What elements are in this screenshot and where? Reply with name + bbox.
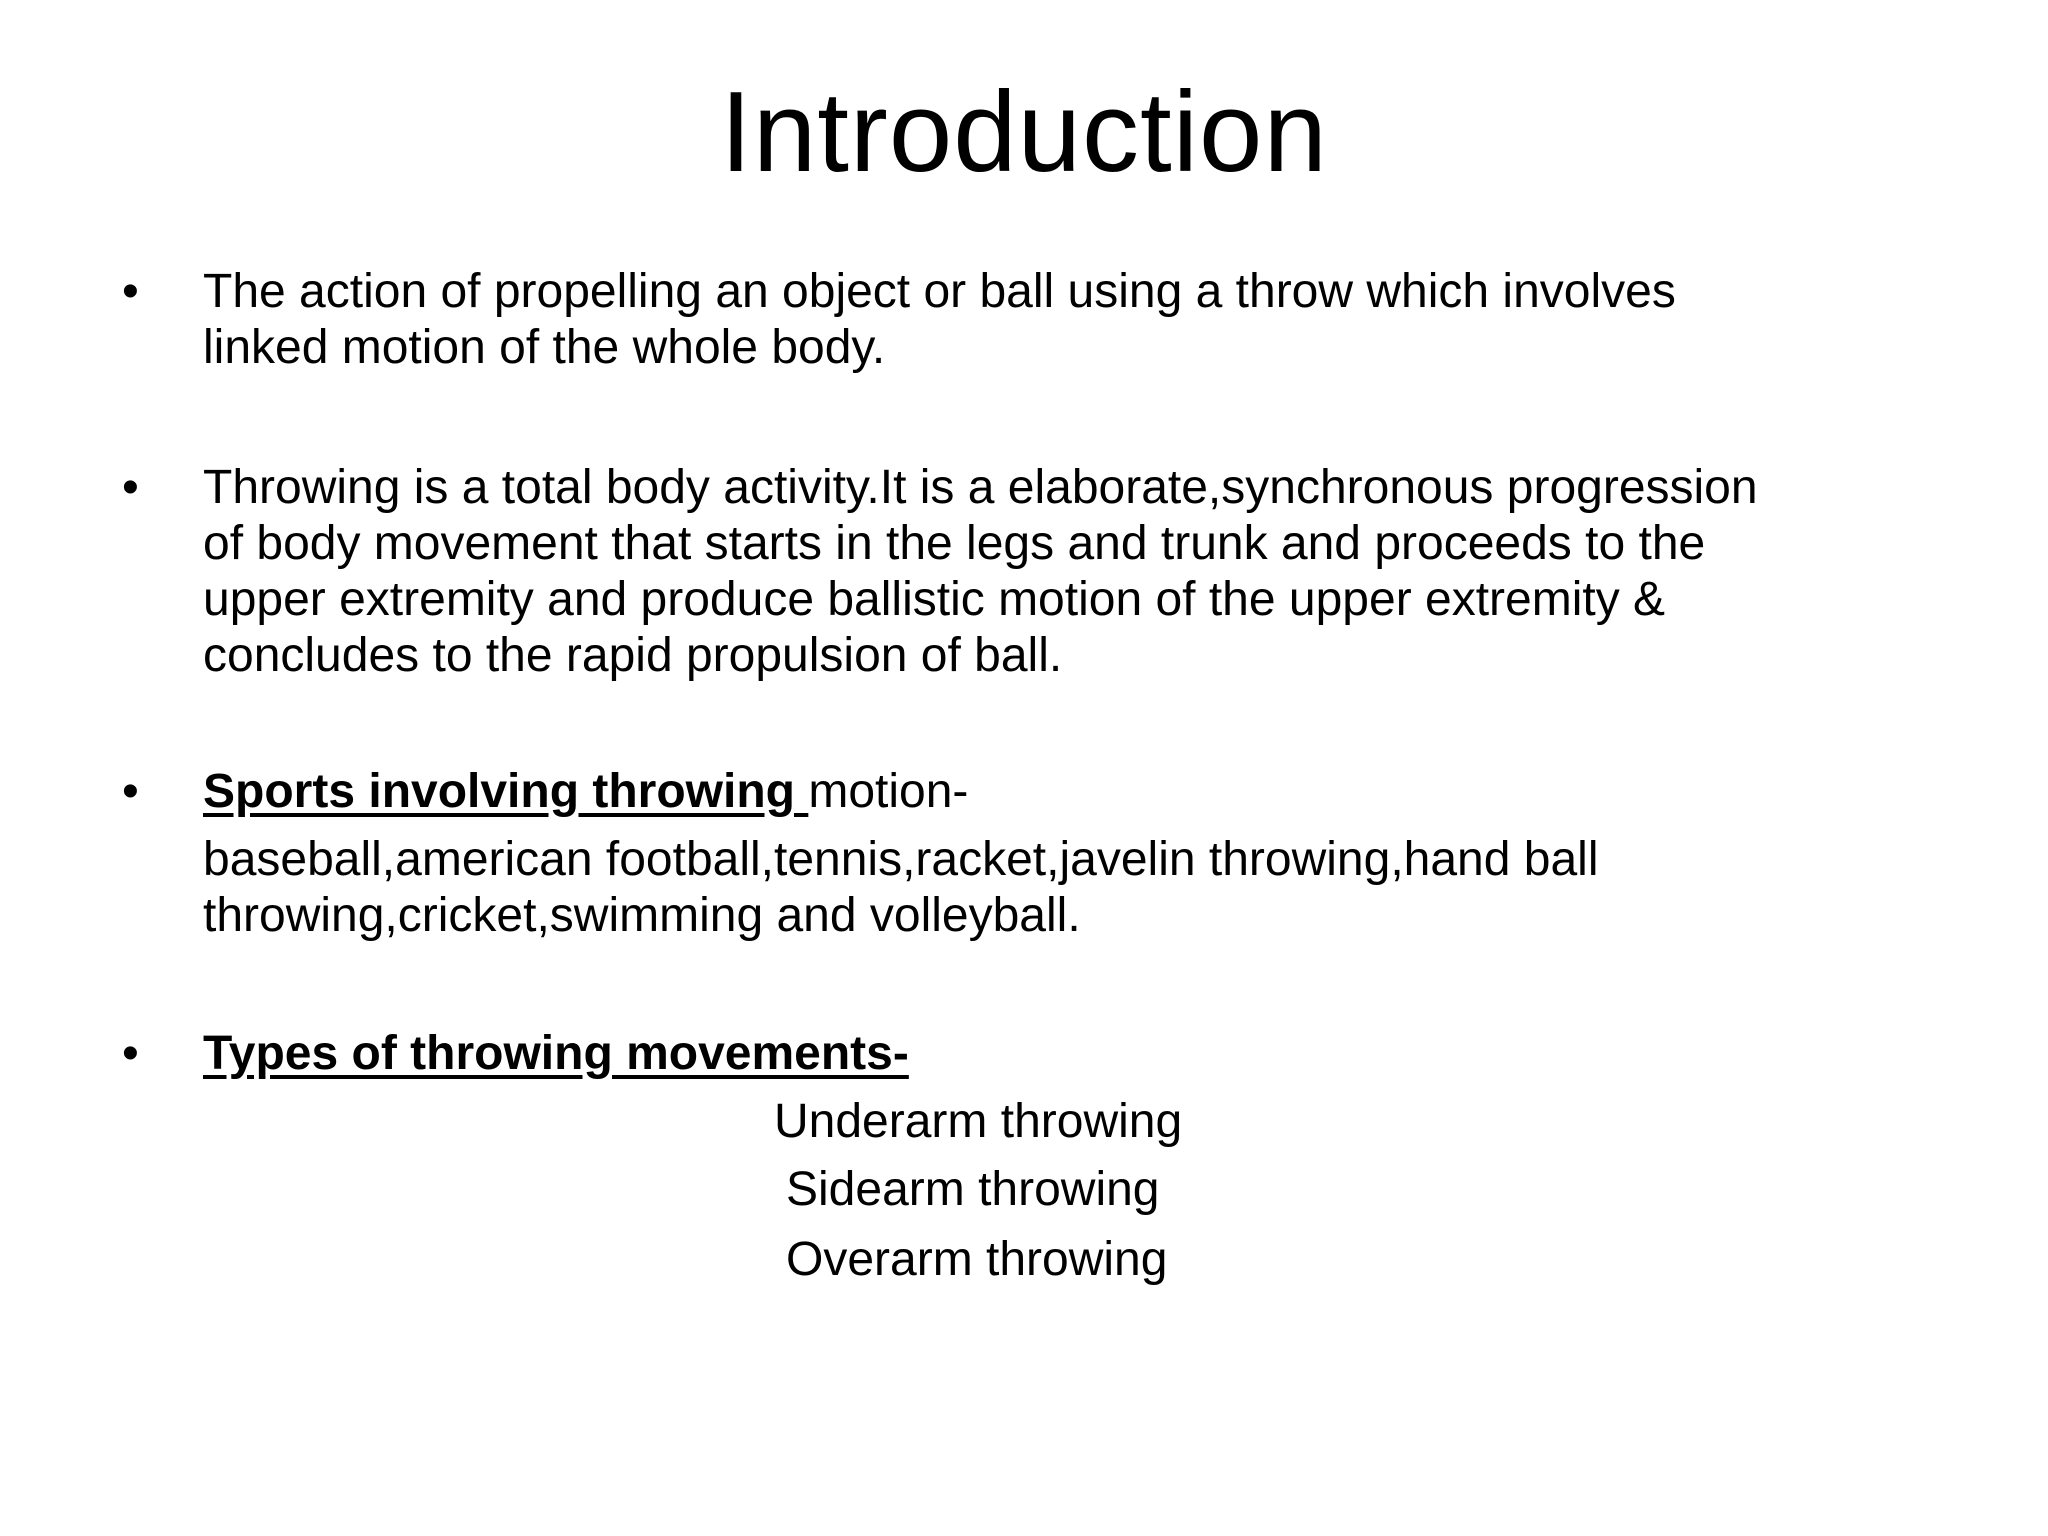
bullet-sports-line — [203, 764, 1963, 820]
bullet-marker: • — [122, 265, 139, 318]
bullet-marker: • — [122, 461, 139, 514]
types-heading: Types of throwing movements- — [203, 1027, 909, 1080]
type-overarm: Overarm throwing — [786, 1233, 1168, 1286]
type-underarm: Underarm throwing — [774, 1095, 1183, 1148]
bullet-marker: • — [122, 765, 139, 818]
sports-list: baseball,american football,tennis,racket,javelin throwing,hand ball throwing,cricket,swimming and volleyball. — [203, 833, 1599, 942]
bullet-marker: • — [122, 1027, 139, 1080]
slide-title: Introduction — [720, 69, 1328, 196]
sports-suffix: motion- — [808, 765, 969, 818]
sports-heading: Sports involving throwing — [203, 765, 809, 818]
types-line — [203, 1026, 1963, 1082]
type-sidearm: Sidearm throwing — [786, 1163, 1160, 1216]
bullet-text-action: The action of propelling an object or ball using a throw which involves linked motion of the whole body. — [203, 265, 1676, 374]
bullet-text-throwing: Throwing is a total body activity.It is a elaborate,synchronous progression of body movement that starts in the legs and trunk and proceeds to the upper extremity and produce ballistic motion of the upper extremity & concludes to the rapid propulsion of ball. — [203, 461, 1758, 682]
